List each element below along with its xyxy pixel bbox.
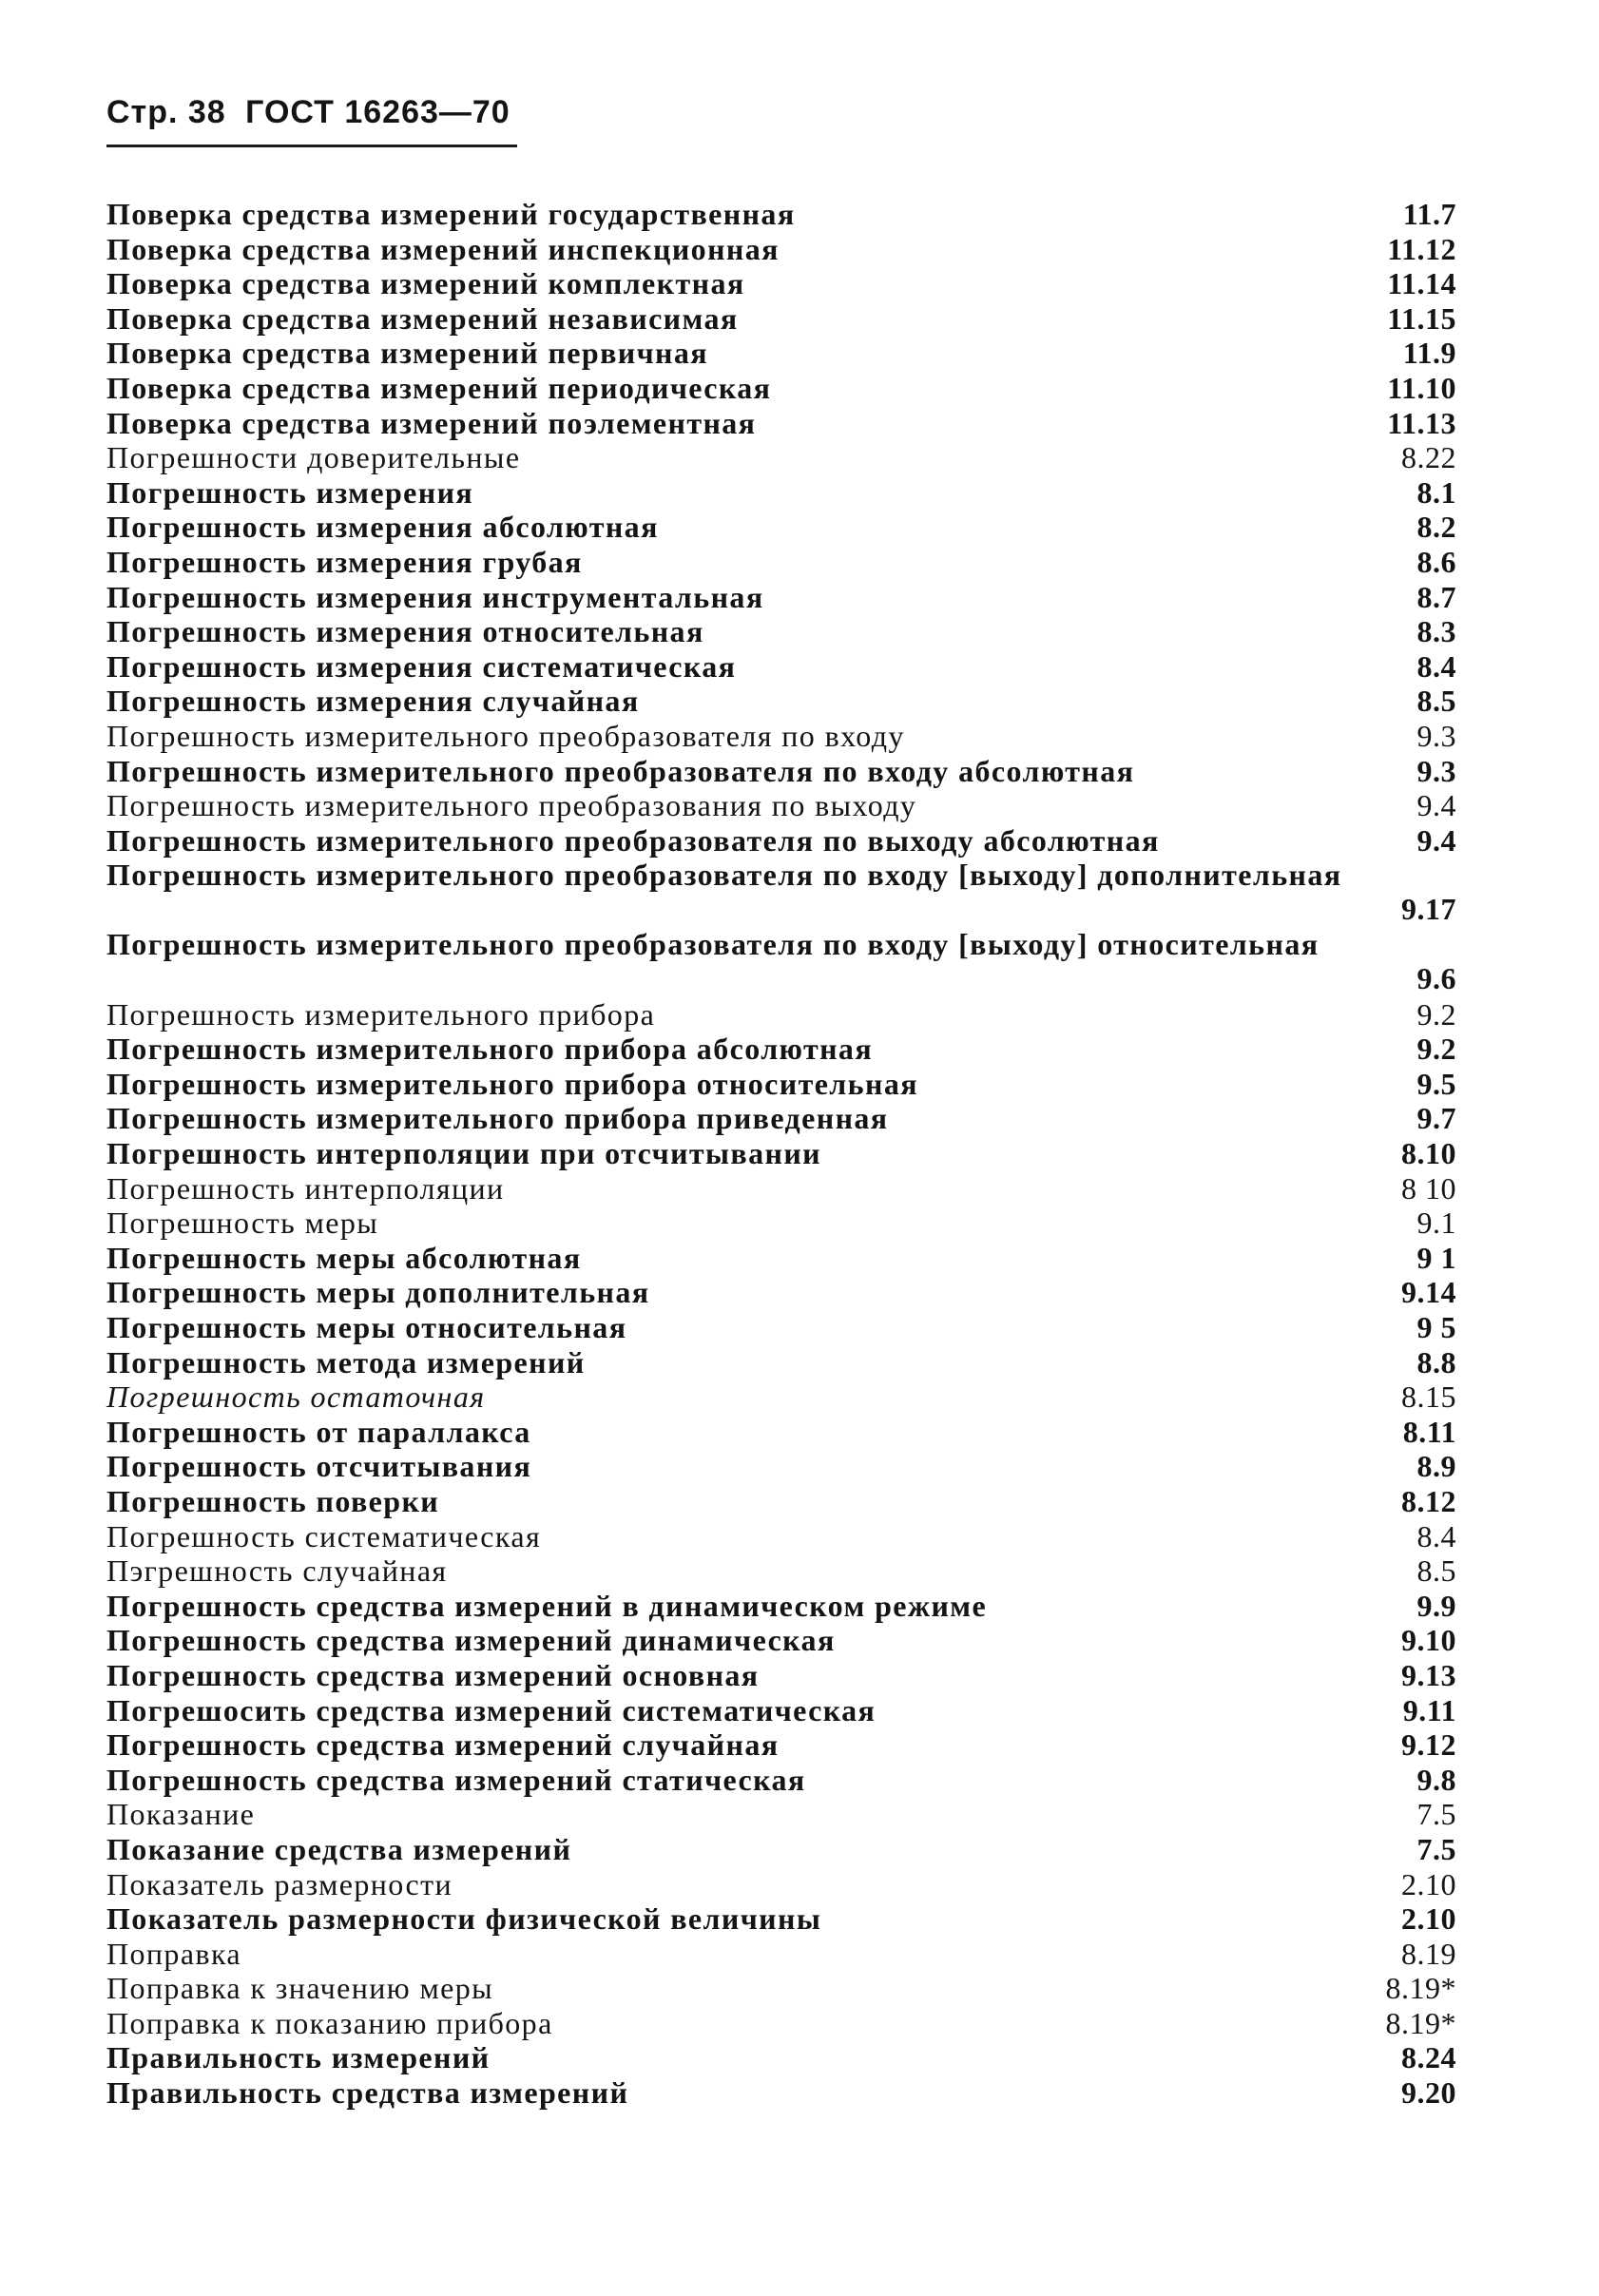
entry-term: Поверка средства измерений поэлементная: [106, 405, 757, 440]
entry-reference: 9.6: [1416, 961, 1456, 996]
index-entry: [106, 1832, 1456, 1867]
index-entry: [106, 1727, 1456, 1763]
index-entry: [106, 823, 1456, 859]
entry-reference: 11.13: [1387, 405, 1456, 440]
entry-reference: 8.9: [1416, 1449, 1456, 1484]
page-number: Стр. 38: [106, 94, 226, 130]
entry-term: Показание средства измерений: [106, 1831, 572, 1866]
entry-reference: 7.5: [1416, 1831, 1456, 1866]
index-entry: [106, 336, 1456, 371]
entry-reference: 8.7: [1416, 579, 1456, 614]
index-entry: [106, 614, 1456, 649]
entry-term: Погрешность меры: [106, 1206, 379, 1241]
entry-term: Погрешность измерения: [106, 474, 474, 510]
index-entry: [106, 1345, 1456, 1380]
entry-reference: 9.1: [1416, 1206, 1456, 1241]
entry-term: Погрешность интерполяции: [106, 1170, 505, 1206]
entry-reference: 11.9: [1402, 336, 1456, 371]
entry-term: Погрешность измерительного преобразователя по входу [выходу] дополнительная: [106, 858, 1342, 893]
index-entry: [106, 858, 1456, 927]
entry-term: Погрешность измерительного прибора приведенная: [106, 1101, 889, 1136]
entry-term: Погрешность измерения случайная: [106, 684, 640, 719]
index-entry: [106, 788, 1456, 823]
entry-term: Погрешность средства измерений основная: [106, 1657, 760, 1692]
entry-reference: 9.14: [1401, 1275, 1456, 1310]
index-entry: [106, 1415, 1456, 1450]
entry-term: Погрешность измерения грубая: [106, 544, 583, 579]
entry-term: Погрешность измерительного преобразователя по входу: [106, 718, 905, 753]
index-entry: [106, 997, 1456, 1032]
entry-term: Поверка средства измерений периодическая: [106, 370, 772, 405]
entry-term: Погрешность измерительного прибора: [106, 996, 656, 1032]
entry-term: Погрешность систематическая: [106, 1518, 542, 1553]
entry-term: Погрешность от параллакса: [106, 1414, 531, 1449]
index-entry: [106, 1797, 1456, 1832]
entry-reference: 8.8: [1416, 1344, 1456, 1380]
entry-reference: 9 1: [1416, 1240, 1456, 1275]
entry-reference: 8.4: [1416, 1518, 1456, 1553]
entry-reference: 11.14: [1387, 266, 1456, 301]
index-entry: [106, 1519, 1456, 1554]
entry-reference: 9.8: [1416, 1762, 1456, 1797]
index-entry: [106, 1136, 1456, 1171]
index-entry: [106, 406, 1456, 441]
index-entry: [106, 1763, 1456, 1798]
index-entry: [106, 1380, 1456, 1415]
entry-reference: 9.9: [1416, 1588, 1456, 1623]
entry-term: Погрешность измерительного прибора абсолютная: [106, 1032, 874, 1067]
index-entry: [106, 1623, 1456, 1658]
entry-reference: 9.4: [1416, 822, 1456, 858]
index-entry: [106, 1971, 1456, 2006]
entry-reference: 11.15: [1387, 300, 1456, 336]
entry-term: Погрешность меры абсолютная: [106, 1240, 582, 1275]
entry-term: Погрешосить средства измерений систематическая: [106, 1692, 877, 1727]
index-entry: [106, 580, 1456, 615]
entry-term: Поверка средства измерений первичная: [106, 336, 709, 371]
entry-term: Погрешность измерительного преобразователя по входу абсолютная: [106, 753, 1135, 788]
entry-term: Поверка средства измерений комплектная: [106, 266, 745, 301]
entry-reference: 9.17: [1401, 892, 1456, 927]
entry-term: Показатель размерности: [106, 1866, 453, 1901]
index-entry: [106, 1553, 1456, 1589]
entry-reference: 8.4: [1416, 648, 1456, 684]
index-entry: [106, 2040, 1456, 2075]
entry-reference: 9.11: [1402, 1692, 1456, 1727]
index-entry: [106, 1171, 1456, 1206]
entry-reference: 8.19*: [1385, 2005, 1456, 2040]
index-entry: [106, 1275, 1456, 1310]
index-entry: [106, 371, 1456, 406]
entry-reference: 9.3: [1416, 753, 1456, 788]
entry-term: Погрешность измерительного преобразователя по входу [выходу] относительная: [106, 927, 1320, 962]
entry-reference: 8.15: [1401, 1380, 1456, 1415]
entry-term: Погрешность поверки: [106, 1483, 440, 1518]
index-entry: [106, 197, 1456, 232]
index-entry: [106, 1067, 1456, 1102]
entry-reference: 9.12: [1401, 1727, 1456, 1763]
entry-reference: 9.5: [1416, 1066, 1456, 1101]
index-entry: [106, 1901, 1456, 1937]
entry-reference: 8.11: [1402, 1414, 1456, 1449]
index-entry: [106, 1310, 1456, 1345]
standard-designation: ГОСТ 16263—70: [245, 94, 511, 130]
entry-reference: 8.5: [1416, 1553, 1456, 1589]
entry-term: Погрешность средства измерений статическая: [106, 1762, 806, 1797]
entry-term: Погрешность измерения абсолютная: [106, 510, 659, 545]
entry-term: Погрешность измерения систематическая: [106, 648, 737, 684]
entry-term: Погрешность меры относительная: [106, 1310, 627, 1344]
index-entry: [106, 1101, 1456, 1136]
entry-term: Погрешность измерительного прибора относительная: [106, 1066, 918, 1101]
entry-term: Погрешность средства измерений случайная: [106, 1727, 780, 1763]
entry-term: Поверка средства измерений государственная: [106, 197, 796, 231]
index-entry: [106, 1658, 1456, 1693]
entry-reference: 9.13: [1401, 1657, 1456, 1692]
index-entry: [106, 545, 1456, 580]
entry-reference: 11.10: [1387, 370, 1456, 405]
entry-reference: 2.10: [1401, 1901, 1456, 1937]
index-entry: [106, 754, 1456, 789]
entry-reference: 8 10: [1401, 1170, 1456, 1206]
index-entry: [106, 440, 1456, 475]
entry-reference: 2.10: [1401, 1866, 1456, 1901]
index-entry: [106, 2006, 1456, 2041]
index-entry: [106, 2075, 1456, 2111]
index-entry: [106, 1449, 1456, 1484]
index-entry: [106, 1693, 1456, 1728]
entry-reference: 9.7: [1416, 1101, 1456, 1136]
entry-reference: 8.1: [1416, 474, 1456, 510]
page-header: [106, 91, 517, 147]
entry-reference: 8.12: [1401, 1483, 1456, 1518]
entry-term: Погрешность метода измерений: [106, 1344, 586, 1380]
index-entry: [106, 1484, 1456, 1519]
index-list: [106, 197, 1456, 2111]
entry-term: Погрешность измерения инструментальная: [106, 579, 764, 614]
entry-term: Правильность измерений: [106, 2040, 491, 2075]
entry-reference: 8.22: [1401, 440, 1456, 475]
index-entry: [106, 927, 1456, 996]
entry-term: Поправка к показанию прибора: [106, 2005, 553, 2040]
entry-reference: 9.2: [1416, 1032, 1456, 1067]
entry-term: Показание: [106, 1797, 256, 1832]
index-entry: [106, 266, 1456, 301]
entry-reference: 9.20: [1401, 2075, 1456, 2111]
index-entry: [106, 1241, 1456, 1276]
entry-reference: 8.24: [1401, 2040, 1456, 2075]
index-entry: [106, 1206, 1456, 1241]
entry-reference: 11.12: [1387, 231, 1456, 266]
entry-term: Поправка: [106, 1936, 242, 1971]
entry-term: Правильность средства измерений: [106, 2075, 629, 2111]
entry-term: Погрешность интерполяции при отсчитывании: [106, 1136, 822, 1171]
entry-reference: 8.2: [1416, 510, 1456, 545]
entry-reference: 8.19: [1401, 1936, 1456, 1971]
entry-reference: 7.5: [1416, 1797, 1456, 1832]
index-entry: [106, 510, 1456, 545]
index-entry: [106, 232, 1456, 267]
entry-reference: 8.10: [1401, 1136, 1456, 1171]
entry-reference: 8.19*: [1385, 1971, 1456, 2006]
index-entry: [106, 1867, 1456, 1902]
index-entry: [106, 684, 1456, 719]
entry-term: Погрешность измерительного преобразователя по выходу абсолютная: [106, 822, 1160, 858]
index-entry: [106, 1032, 1456, 1067]
entry-reference: 9 5: [1416, 1310, 1456, 1344]
index-entry: [106, 1589, 1456, 1624]
entry-term: Поверка средства измерений инспекционная: [106, 231, 780, 266]
entry-term: Погрешность остаточная: [106, 1380, 486, 1415]
entry-term: Поверка средства измерений независимая: [106, 300, 739, 336]
entry-term: Погрешность измерительного преобразования по выходу: [106, 788, 917, 823]
entry-term: Поправка к значению меры: [106, 1971, 494, 2006]
index-entry: [106, 649, 1456, 685]
entry-term: Показатель размерности физической величины: [106, 1901, 822, 1937]
entry-term: Погрешность средства измерений динамическая: [106, 1623, 836, 1658]
entry-reference: 8.5: [1416, 684, 1456, 719]
entry-term: Пэгрешность случайная: [106, 1553, 448, 1589]
entry-term: Погрешность средства измерений в динамическом режиме: [106, 1588, 988, 1623]
entry-term: Погрешность меры дополнительная: [106, 1275, 650, 1310]
entry-reference: 9.4: [1416, 788, 1456, 823]
entry-reference: 8.3: [1416, 614, 1456, 649]
index-entry: [106, 475, 1456, 511]
index-entry: [106, 301, 1456, 337]
index-entry: [106, 719, 1456, 754]
entry-reference: 9.3: [1416, 718, 1456, 753]
entry-reference: 9.2: [1416, 996, 1456, 1032]
entry-term: Погрешность отсчитывания: [106, 1449, 532, 1484]
entry-reference: 11.7: [1402, 197, 1456, 231]
index-entry: [106, 1937, 1456, 1972]
entry-reference: 9.10: [1401, 1623, 1456, 1658]
entry-term: Погрешность измерения относительная: [106, 614, 704, 649]
entry-term: Погрешности доверительные: [106, 440, 521, 475]
entry-reference: 8.6: [1416, 544, 1456, 579]
